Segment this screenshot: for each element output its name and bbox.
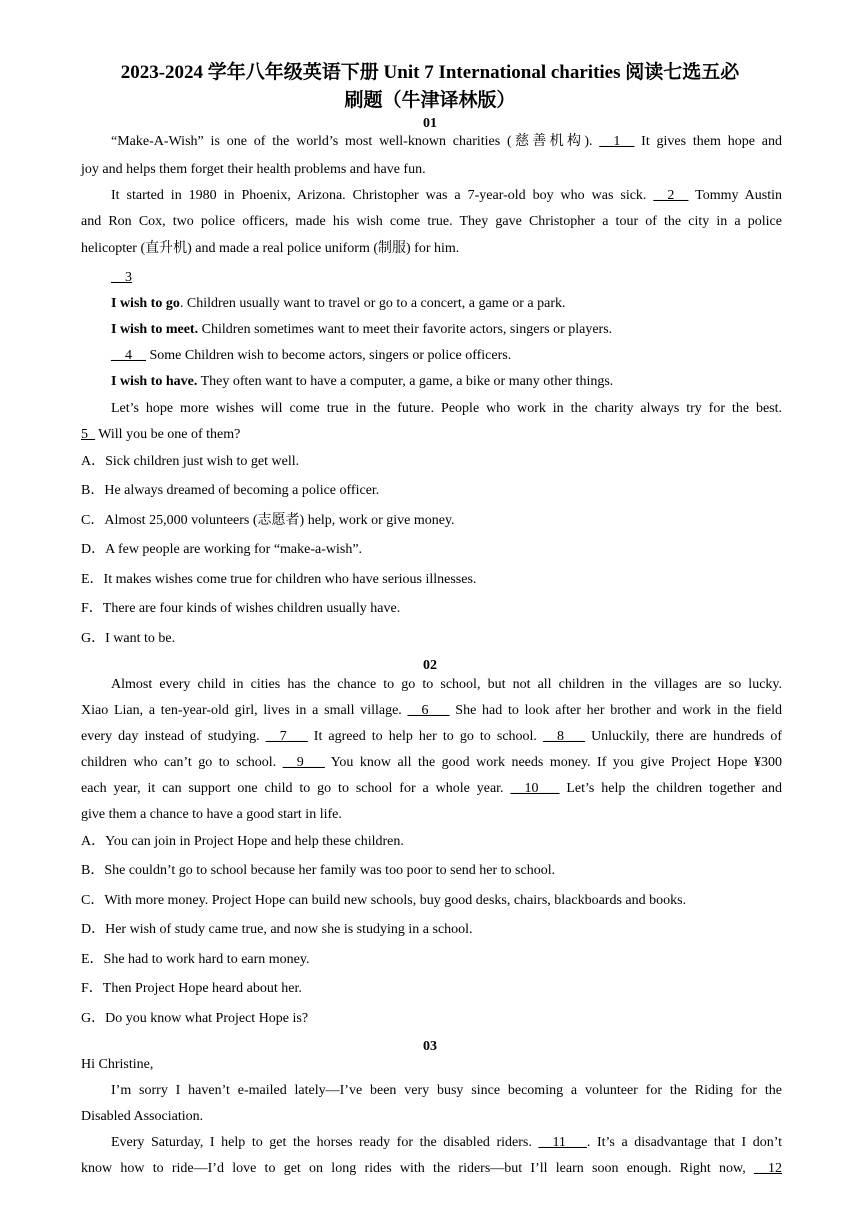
s1-option-g: G．I want to be. [81,631,176,646]
s2-line-3: every day instead of studying. __7___ It agreed to help her to go to school. __8___ Unluckily, there are hundreds of [81,729,782,744]
s1-option-d: D．A few people are working for “make-a-wish”. [81,542,363,557]
s1-paragraph-1-line-2: joy and helps them forget their health problems and have fun. [81,162,426,177]
s2-line-1: Almost every child in cities has the chance to go to school, but not all children in the villages are so lucky. [111,677,782,692]
s2-line-2: Xiao Lian, a ten-year-old girl, lives in a small village. __6___ She had to look after her brother and work in the field [81,703,783,718]
s1-paragraph-last-line-1: Let’s hope more wishes will come true in the future. People who work in the charity always try for the best. [111,401,782,416]
blank-5: 5_ [81,427,95,442]
blank-7: __7___ [265,729,308,744]
s1-option-c: C．Almost 25,000 volunteers (志愿者) help, work or give money. [81,513,455,528]
blank-2: __2__ [653,188,689,203]
blank-12: __12 [754,1161,782,1176]
s1-wish-meet: I wish to meet. Children sometimes want to meet their favorite actors, singers or players. [111,322,613,337]
section-number-03: 03 [423,1039,437,1054]
section-number-02: 02 [423,658,437,673]
blank-8: __8___ [543,729,585,744]
s2-line-4: children who can’t go to school. __9___ You know all the good work needs money. If you give Project Hope ¥300 [81,755,782,770]
s3-paragraph-2-line-2: know how to ride—I’d love to get on long rides with the riders—but I’ll learn soon enough. Right now, __12 [81,1161,782,1176]
blank-4: __4__ [111,348,146,363]
s2-option-c: C．With more money. Project Hope can build new schools, buy good desks, chairs, blackboards and books. [81,893,687,908]
s1-wish-have: I wish to have. They often want to have a computer, a game, a bike or many other things. [111,374,614,389]
blank-1: __1__ [599,134,635,149]
blank-3: __3 [111,270,132,285]
s1-wish-be: __4__ Some Children wish to become actors, singers or police officers. [111,348,512,363]
s3-paragraph-1-line-2: Disabled Association. [81,1109,204,1124]
s2-option-a: A．You can join in Project Hope and help these children. [81,834,404,849]
s2-option-f: F．Then Project Hope heard about her. [81,981,302,996]
s3-paragraph-1-line-1: I’m sorry I haven’t e-mailed lately—I’ve been very busy since becoming a volunteer for the Riding for the [111,1083,782,1098]
s1-paragraph-1-line-1: “Make-A-Wish” is one of the world’s most well-known charities (慈善机构). __1__ It gives them hope and [111,134,782,149]
s2-option-b: B．She couldn’t go to school because her family was too poor to send her to school. [81,863,556,878]
s3-paragraph-2-line-1: Every Saturday, I help to get the horses ready for the disabled riders. __11___. It’s a disadvantage that I don’t [111,1135,783,1150]
s1-option-f: F．There are four kinds of wishes children usually have. [81,601,401,616]
s2-option-g: G．Do you know what Project Hope is? [81,1011,309,1026]
s1-option-b: B．He always dreamed of becoming a police officer. [81,483,380,498]
s2-line-6: give them a chance to have a good start in life. [81,807,342,822]
s3-greeting: Hi Christine, [81,1057,154,1072]
blank-9: __9___ [282,755,325,770]
s1-wish-go: I wish to go. Children usually want to travel or go to a concert, a game or a park. [111,296,566,311]
s1-paragraph-2-line-3: helicopter (直升机) and made a real police uniform (制服) for him. [81,241,460,256]
s2-option-e: E．She had to work hard to earn money. [81,952,310,967]
s2-option-d: D．Her wish of study came true, and now she is studying in a school. [81,922,473,937]
s1-paragraph-last-line-2: 5_ Will you be one of them? [81,427,241,442]
document-title-line-2: 刷题（牛津译林版） [344,90,516,111]
s1-paragraph-2-line-2: and Ron Cox, two police officers, made his wish come true. They gave Christopher a tour of the city in a police [81,214,782,229]
s1-option-a: A．Sick children just wish to get well. [81,454,300,469]
s2-line-5: each year, it can support one child to go to school for a whole year. __10___ Let’s help the children together and [81,781,782,796]
s1-option-e: E．It makes wishes come true for children who have serious illnesses. [81,572,477,587]
blank-11: __11___ [538,1135,587,1150]
blank-6: __6___ [407,703,450,718]
blank-10: __10___ [510,781,560,796]
s1-paragraph-2-line-1: It started in 1980 in Phoenix, Arizona. Christopher was a 7-year-old boy who was sick. __2__ Tommy Austin [111,188,783,203]
document-title-line-1: 2023-2024 学年八年级英语下册 Unit 7 International charities 阅读七选五必 [120,62,740,83]
section-number-01: 01 [423,116,437,131]
